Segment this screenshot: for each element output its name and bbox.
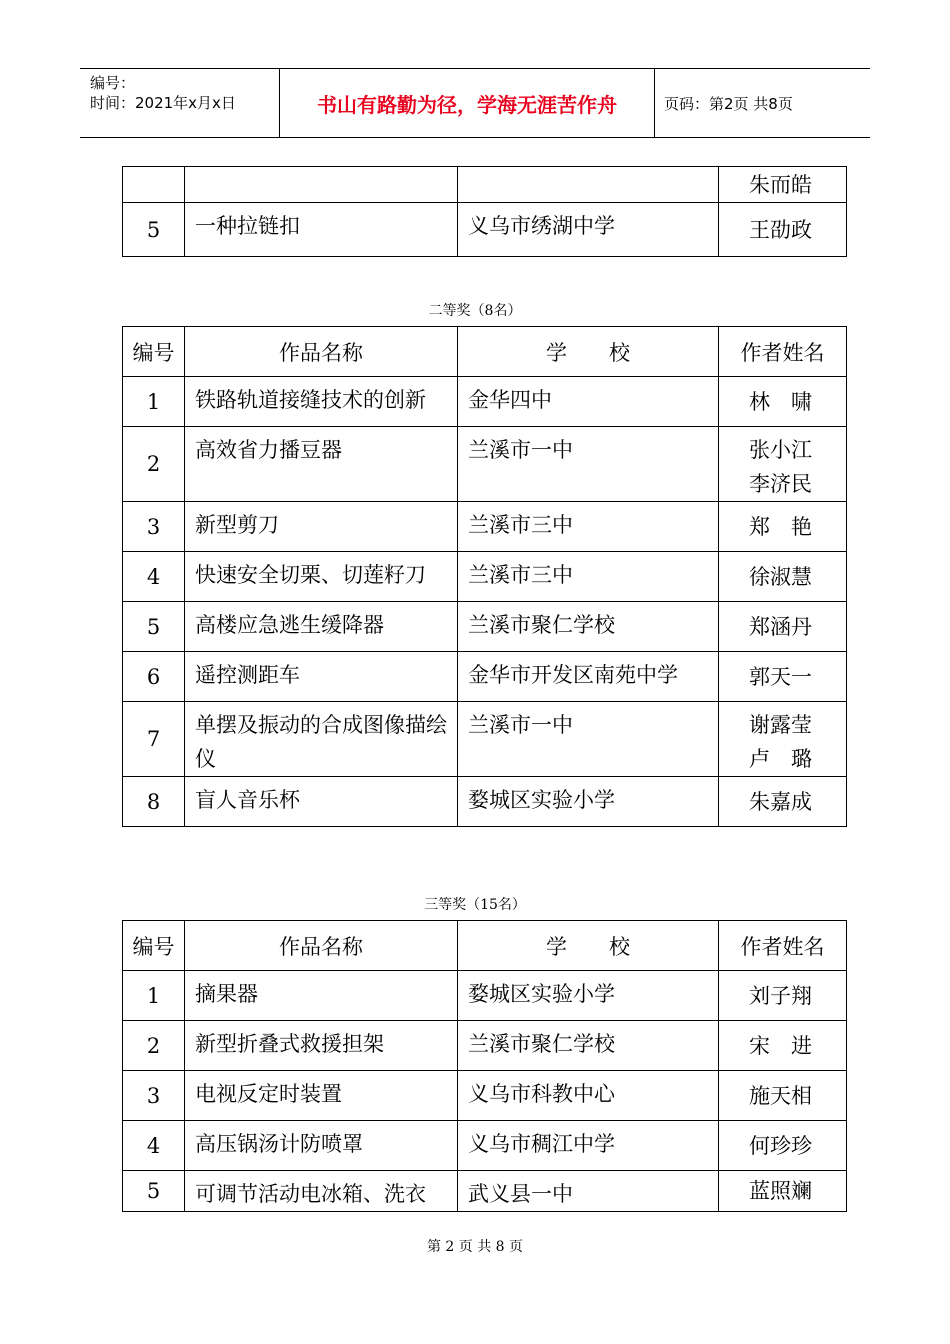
author-names: [719, 777, 847, 827]
table-row: [123, 502, 847, 552]
author-names: [719, 602, 847, 652]
author-name: 王劭政: [749, 217, 812, 242]
author-name: 刘子翔: [749, 983, 812, 1008]
work-title: 摘果器: [185, 971, 458, 1021]
author-names: [719, 1021, 847, 1071]
row-number: 3: [123, 502, 185, 552]
author-names: [719, 203, 847, 257]
table-header-row: [123, 921, 847, 971]
author-names: [719, 552, 847, 602]
school-name: 婺城区实验小学: [458, 971, 719, 1021]
table-row: [123, 552, 847, 602]
table-row: [123, 1071, 847, 1121]
author-names: [719, 167, 847, 203]
author-names: [719, 652, 847, 702]
work-title: 一种拉链扣: [185, 203, 458, 257]
third-prize-table: [122, 920, 847, 1212]
author-name: 谢露莹: [749, 713, 812, 737]
page-footer: 第 2 页 共 8 页: [426, 1239, 524, 1255]
row-number: 6: [123, 652, 185, 702]
row-number: 2: [123, 427, 185, 502]
table-row: [123, 652, 847, 702]
table-row: [123, 602, 847, 652]
row-number: 5: [123, 1171, 185, 1212]
work-title: 快速安全切栗、切莲籽刀: [185, 552, 458, 602]
col-header-num: 编号: [123, 327, 185, 377]
work-title: 高压锅汤计防喷罩: [185, 1121, 458, 1171]
col-header-author: 作者姓名: [719, 921, 847, 971]
school-name: 金华四中: [458, 377, 719, 427]
author-name: 李济民: [749, 472, 812, 496]
table-header-row: [123, 327, 847, 377]
author-name: 蓝照斓: [749, 1179, 812, 1203]
work-title: 铁路轨道接缝技术的创新: [185, 377, 458, 427]
row-number: 4: [123, 552, 185, 602]
row-number: 4: [123, 1121, 185, 1171]
author-name: 朱而皓: [749, 172, 812, 197]
col-header-school: 学 校: [458, 327, 719, 377]
third-prize-heading: 三等奖（15名）: [424, 897, 526, 913]
school-name: [458, 167, 719, 203]
table-row: [123, 377, 847, 427]
author-name: 施天相: [749, 1083, 812, 1108]
school-name: 兰溪市三中: [458, 552, 719, 602]
work-title: 新型剪刀: [185, 502, 458, 552]
row-number: 7: [123, 702, 185, 777]
school-name: 兰溪市聚仁学校: [458, 1021, 719, 1071]
work-title: 盲人音乐杯: [185, 777, 458, 827]
second-prize-table: [122, 326, 847, 827]
author-name: 郑 艳: [749, 514, 812, 539]
row-number: 2: [123, 1021, 185, 1071]
row-number: 1: [123, 377, 185, 427]
row-number: [123, 167, 185, 203]
table-row: [123, 167, 847, 203]
work-title: 高效省力播豆器: [185, 427, 458, 502]
author-name: 张小江: [749, 438, 812, 462]
school-name: 义乌市绣湖中学: [458, 203, 719, 257]
school-name: 义乌市稠江中学: [458, 1121, 719, 1171]
table-row: [123, 702, 847, 777]
school-name: 义乌市科教中心: [458, 1071, 719, 1121]
table-row: [123, 1121, 847, 1171]
author-names: [719, 971, 847, 1021]
col-header-title: 作品名称: [185, 921, 458, 971]
header-motto: 书山有路勤为径，学海无涯苦作舟: [280, 69, 655, 137]
author-name: 宋 进: [749, 1033, 812, 1058]
school-name: 兰溪市三中: [458, 502, 719, 552]
second-prize-heading: 二等奖（8名）: [428, 303, 522, 319]
table-row: [123, 1171, 847, 1212]
author-names: [719, 1171, 847, 1212]
author-name: 卢 璐: [749, 747, 812, 771]
header-meta: [80, 69, 280, 137]
author-name: 朱嘉成: [749, 789, 812, 814]
school-name: 兰溪市一中: [458, 427, 719, 502]
author-name: 林 啸: [749, 389, 812, 414]
author-name: 郑涵丹: [749, 614, 812, 639]
first-prize-continued-table: [122, 166, 847, 257]
row-number: 8: [123, 777, 185, 827]
author-names: [719, 1121, 847, 1171]
table-row: [123, 427, 847, 502]
work-title: 新型折叠式救援担架: [185, 1021, 458, 1071]
table-row: [123, 777, 847, 827]
author-name: 郭天一: [749, 664, 812, 689]
author-names: [719, 1071, 847, 1121]
col-header-num: 编号: [123, 921, 185, 971]
work-title: [185, 167, 458, 203]
page-header: [80, 68, 870, 138]
header-page-info: 页码：第2页 共8页: [664, 94, 793, 113]
work-title: 可调节活动电冰箱、洗衣: [185, 1171, 458, 1212]
row-number: 5: [123, 602, 185, 652]
author-names: [719, 502, 847, 552]
table-row: [123, 1021, 847, 1071]
school-name: 兰溪市一中: [458, 702, 719, 777]
table-row: [123, 203, 847, 257]
author-names: [719, 427, 847, 502]
doc-id-label: 编号：: [90, 74, 136, 92]
school-name: 金华市开发区南苑中学: [458, 652, 719, 702]
school-name: 武义县一中: [458, 1171, 719, 1212]
col-header-title: 作品名称: [185, 327, 458, 377]
table-row: [123, 971, 847, 1021]
work-title: 高楼应急逃生缓降器: [185, 602, 458, 652]
author-names: [719, 377, 847, 427]
row-number: 5: [123, 203, 185, 257]
work-title: 遥控测距车: [185, 652, 458, 702]
col-header-school: 学 校: [458, 921, 719, 971]
work-title: 单摆及振动的合成图像描绘仪: [185, 702, 458, 777]
school-name: 婺城区实验小学: [458, 777, 719, 827]
school-name: 兰溪市聚仁学校: [458, 602, 719, 652]
row-number: 1: [123, 971, 185, 1021]
author-names: [719, 702, 847, 777]
col-header-author: 作者姓名: [719, 327, 847, 377]
work-title: 电视反定时装置: [185, 1071, 458, 1121]
author-name: 徐淑慧: [749, 564, 812, 589]
row-number: 3: [123, 1071, 185, 1121]
author-name: 何珍珍: [749, 1133, 812, 1158]
doc-time-label: 时间：2021年x月x日: [90, 94, 236, 112]
